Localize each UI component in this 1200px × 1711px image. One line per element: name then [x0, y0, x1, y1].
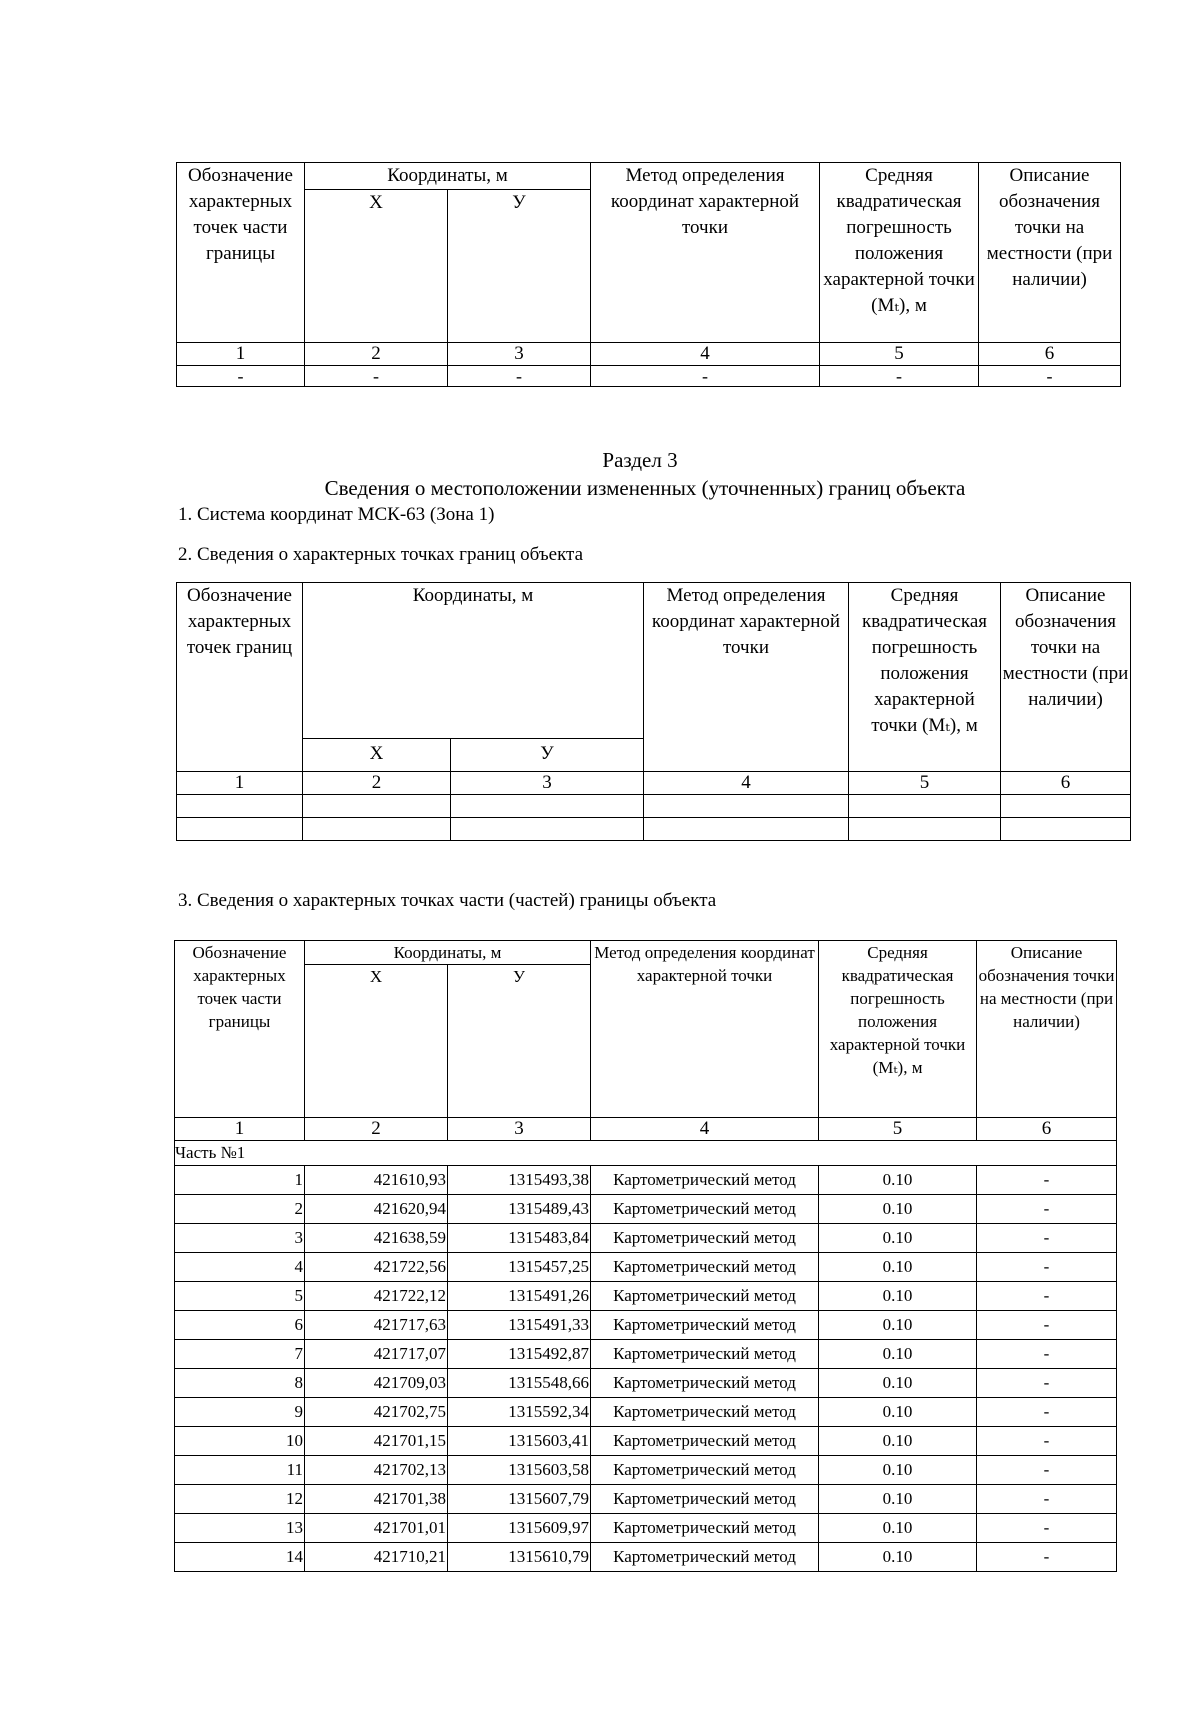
description-cell: - [977, 1340, 1117, 1369]
error-cell: 0.10 [819, 1224, 977, 1253]
column-number: 4 [591, 343, 820, 366]
method-cell: Картометрический метод [591, 1224, 819, 1253]
column-number: 1 [177, 772, 303, 795]
column-number: 1 [175, 1118, 305, 1141]
header-x: X [305, 190, 448, 343]
header-error: Средняя квадратическая погрешность положения характерной точки (Mₜ), м [819, 941, 977, 1118]
y-coordinate: 1315489,43 [448, 1195, 591, 1224]
table-row [175, 1166, 1117, 1195]
column-number: 2 [303, 772, 451, 795]
y-coordinate: 1315548,66 [448, 1369, 591, 1398]
x-coordinate: 421701,38 [305, 1485, 448, 1514]
empty-cell [1001, 818, 1131, 841]
y-coordinate: 1315609,97 [448, 1514, 591, 1543]
header-y: У [448, 190, 591, 343]
section-subtitle: Сведения о местоположении измененных (уточненных) границ объекта [324, 476, 966, 500]
dash-cell: - [177, 366, 305, 387]
column-number: 6 [979, 343, 1121, 366]
point-number: 4 [175, 1253, 305, 1282]
column-number: 5 [819, 1118, 977, 1141]
y-coordinate: 1315603,58 [448, 1456, 591, 1485]
error-cell: 0.10 [819, 1514, 977, 1543]
method-cell: Картометрический метод [591, 1456, 819, 1485]
header-x: X [305, 965, 448, 1118]
method-cell: Картометрический метод [591, 1514, 819, 1543]
table-row [175, 1456, 1117, 1485]
error-cell: 0.10 [819, 1253, 977, 1282]
point-number: 2 [175, 1195, 305, 1224]
method-cell: Картометрический метод [591, 1253, 819, 1282]
table-row [175, 1253, 1117, 1282]
description-cell: - [977, 1543, 1117, 1572]
x-coordinate: 421701,01 [305, 1514, 448, 1543]
table-row [175, 1224, 1117, 1253]
empty-cell [849, 818, 1001, 841]
point-number: 12 [175, 1485, 305, 1514]
method-cell: Картометрический метод [591, 1427, 819, 1456]
error-cell: 0.10 [819, 1427, 977, 1456]
table-row [175, 1311, 1117, 1340]
empty-cell [303, 795, 451, 818]
description-cell: - [977, 1369, 1117, 1398]
error-cell: 0.10 [819, 1485, 977, 1514]
header-y: У [448, 965, 591, 1118]
table-row [175, 1514, 1117, 1543]
y-coordinate: 1315592,34 [448, 1398, 591, 1427]
empty-cell [644, 818, 849, 841]
point-number: 10 [175, 1427, 305, 1456]
y-coordinate: 1315610,79 [448, 1543, 591, 1572]
empty-cell [451, 818, 644, 841]
description-cell: - [977, 1311, 1117, 1340]
x-coordinate: 421701,15 [305, 1427, 448, 1456]
x-coordinate: 421722,12 [305, 1282, 448, 1311]
x-coordinate: 421709,03 [305, 1369, 448, 1398]
x-coordinate: 421717,63 [305, 1311, 448, 1340]
header-point-designation: Обозначение характерных точек части границы [177, 163, 305, 343]
point-number: 6 [175, 1311, 305, 1340]
error-cell: 0.10 [819, 1311, 977, 1340]
description-cell: - [977, 1485, 1117, 1514]
header-method: Метод определения координат характерной точки [591, 163, 820, 343]
x-coordinate: 421717,07 [305, 1340, 448, 1369]
method-cell: Картометрический метод [591, 1340, 819, 1369]
dash-cell: - [305, 366, 448, 387]
description-cell: - [977, 1398, 1117, 1427]
header-coordinates: Координаты, м [303, 583, 644, 739]
method-cell: Картометрический метод [591, 1369, 819, 1398]
column-number: 2 [305, 343, 448, 366]
column-number: 6 [977, 1118, 1117, 1141]
empty-cell [1001, 795, 1131, 818]
point-number: 1 [175, 1166, 305, 1195]
column-number: 5 [849, 772, 1001, 795]
column-number: 3 [451, 772, 644, 795]
column-number: 3 [448, 1118, 591, 1141]
table-row [175, 1485, 1117, 1514]
header-point-designation: Обозначение характерных точек части границы [175, 941, 305, 1118]
method-cell: Картометрический метод [591, 1398, 819, 1427]
y-coordinate: 1315603,41 [448, 1427, 591, 1456]
method-cell: Картометрический метод [591, 1166, 819, 1195]
column-number: 1 [177, 343, 305, 366]
x-coordinate: 421610,93 [305, 1166, 448, 1195]
description-cell: - [977, 1282, 1117, 1311]
column-number: 4 [644, 772, 849, 795]
point-number: 3 [175, 1224, 305, 1253]
y-coordinate: 1315483,84 [448, 1224, 591, 1253]
point-number: 13 [175, 1514, 305, 1543]
point-number: 14 [175, 1543, 305, 1572]
header-coordinates: Координаты, м [305, 941, 591, 965]
header-description: Описание обозначения точки на местности (при наличии) [979, 163, 1121, 343]
y-coordinate: 1315607,79 [448, 1485, 591, 1514]
empty-cell [177, 795, 303, 818]
description-cell: - [977, 1195, 1117, 1224]
x-coordinate: 421722,56 [305, 1253, 448, 1282]
method-cell: Картометрический метод [591, 1195, 819, 1224]
point-number: 9 [175, 1398, 305, 1427]
dash-cell: - [591, 366, 820, 387]
x-coordinate: 421702,75 [305, 1398, 448, 1427]
x-coordinate: 421710,21 [305, 1543, 448, 1572]
y-coordinate: 1315493,38 [448, 1166, 591, 1195]
header-x: X [303, 738, 451, 771]
error-cell: 0.10 [819, 1166, 977, 1195]
x-coordinate: 421620,94 [305, 1195, 448, 1224]
error-cell: 0.10 [819, 1369, 977, 1398]
coordinate-system-line: 1. Система координат МСК-63 (Зона 1) [178, 504, 495, 525]
description-cell: - [977, 1253, 1117, 1282]
y-coordinate: 1315491,33 [448, 1311, 591, 1340]
error-cell: 0.10 [819, 1340, 977, 1369]
description-cell: - [977, 1456, 1117, 1485]
header-y: У [451, 738, 644, 771]
header-method: Метод определения координат характерной точки [591, 941, 819, 1118]
table-row [175, 1398, 1117, 1427]
method-cell: Картометрический метод [591, 1282, 819, 1311]
empty-cell [177, 818, 303, 841]
y-coordinate: 1315457,25 [448, 1253, 591, 1282]
method-cell: Картометрический метод [591, 1311, 819, 1340]
table-parts-boundary-top [176, 162, 1121, 387]
header-description: Описание обозначения точки на местности (при наличии) [1001, 583, 1131, 772]
dash-cell: - [979, 366, 1121, 387]
dash-cell: - [820, 366, 979, 387]
x-coordinate: 421638,59 [305, 1224, 448, 1253]
error-cell: 0.10 [819, 1456, 977, 1485]
x-coordinate: 421702,13 [305, 1456, 448, 1485]
header-coordinates: Координаты, м [305, 163, 591, 190]
table-row [175, 1427, 1117, 1456]
column-number: 6 [1001, 772, 1131, 795]
method-cell: Картометрический метод [591, 1485, 819, 1514]
y-coordinate: 1315492,87 [448, 1340, 591, 1369]
part-points-rows [175, 1166, 1117, 1572]
column-number: 5 [820, 343, 979, 366]
table-part-points [174, 940, 1117, 1572]
table-boundary-points [176, 582, 1131, 841]
empty-cell [303, 818, 451, 841]
method-cell: Картометрический метод [591, 1543, 819, 1572]
header-method: Метод определения координат характерной точки [644, 583, 849, 772]
header-error: Средняя квадратическая погрешность положения характерной точки (Mₜ), м [820, 163, 979, 343]
empty-cell [644, 795, 849, 818]
error-cell: 0.10 [819, 1195, 977, 1224]
dash-cell: - [448, 366, 591, 387]
header-description: Описание обозначения точки на местности (при наличии) [977, 941, 1117, 1118]
table-row [175, 1369, 1117, 1398]
description-cell: - [977, 1166, 1117, 1195]
column-number: 4 [591, 1118, 819, 1141]
error-cell: 0.10 [819, 1543, 977, 1572]
point-number: 8 [175, 1369, 305, 1398]
point-number: 5 [175, 1282, 305, 1311]
description-cell: - [977, 1427, 1117, 1456]
error-cell: 0.10 [819, 1282, 977, 1311]
column-number: 3 [448, 343, 591, 366]
table-row [175, 1340, 1117, 1369]
empty-cell [451, 795, 644, 818]
empty-cell [849, 795, 1001, 818]
table-row [175, 1282, 1117, 1311]
boundary-points-heading: 2. Сведения о характерных точках границ объекта [178, 544, 584, 565]
point-number: 11 [175, 1456, 305, 1485]
header-error: Средняя квадратическая погрешность положения характерной точки (Mₜ), м [849, 583, 1001, 772]
table-row [175, 1195, 1117, 1224]
point-number: 7 [175, 1340, 305, 1369]
description-cell: - [977, 1514, 1117, 1543]
description-cell: - [977, 1224, 1117, 1253]
table-row [175, 1543, 1117, 1572]
part-points-heading: 3. Сведения о характерных точках части (частей) границы объекта [178, 890, 717, 911]
header-point-designation: Обозначение характерных точек границ [177, 583, 303, 772]
error-cell: 0.10 [819, 1398, 977, 1427]
section-title: Раздел 3 [602, 448, 678, 472]
part-label: Часть №1 [175, 1141, 1117, 1166]
column-number: 2 [305, 1118, 448, 1141]
y-coordinate: 1315491,26 [448, 1282, 591, 1311]
